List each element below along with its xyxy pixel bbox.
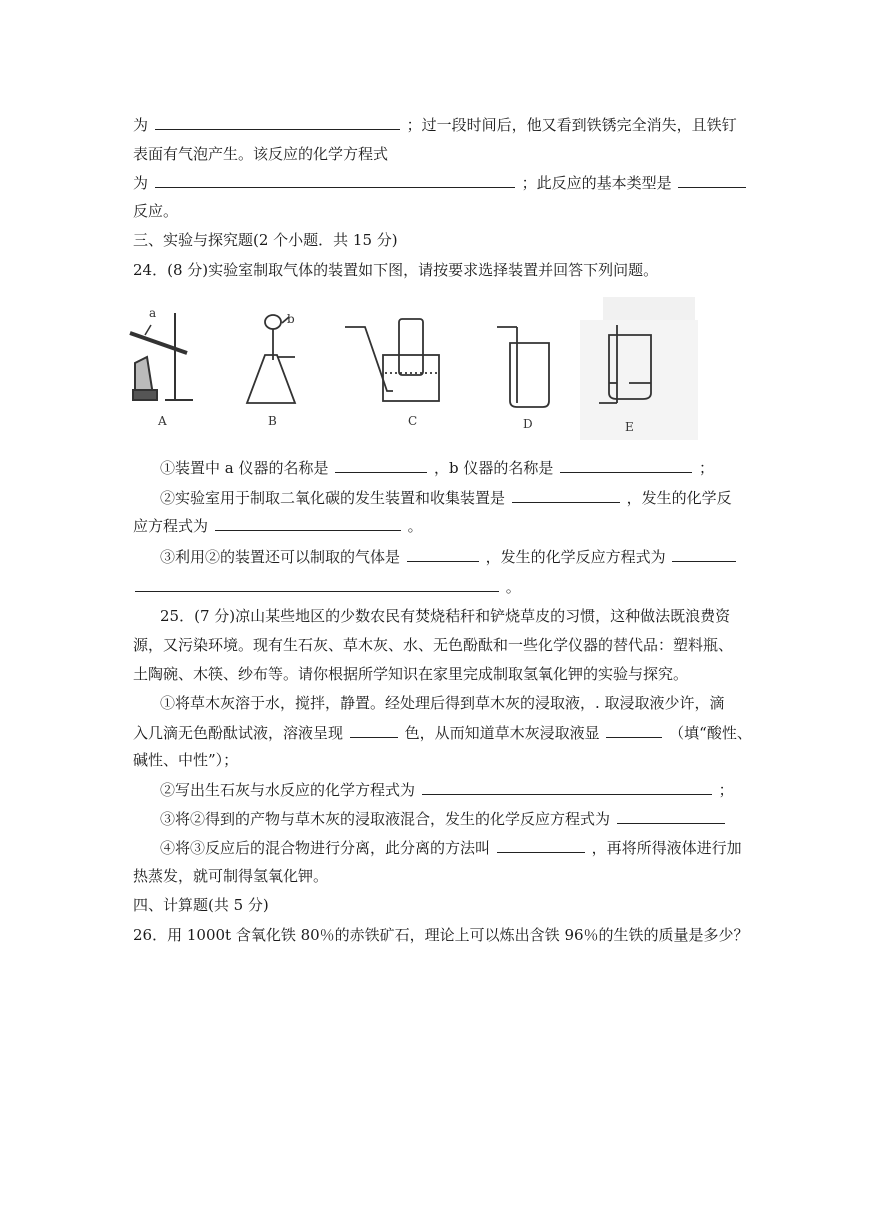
q24-part-2-line-1: ②实验室用于制取二氧化碳的发生装置和收集装置是 ，发生的化学反 (160, 489, 732, 507)
q23-line-3: 为 ；此反应的基本类型是 (133, 172, 748, 193)
apparatus-figure (125, 295, 705, 445)
answer-blank[interactable] (678, 172, 746, 188)
q25-step-4-line-1: ④将③反应后的混合物进行分离，此分离的方法叫 ，再将所得液体进行加 (160, 839, 742, 857)
q25-step-2: ②写出生石灰与水反应的化学方程式为 ； (160, 781, 734, 799)
q25-step-3: ③将②得到的产物与草木灰的浸取液混合，发生的化学反应方程式为 (160, 808, 727, 829)
q23-line-4: 反应。 (133, 202, 179, 220)
q25-stem-2: 源，又污染环境。现有生石灰、草木灰、水、无色酚酞和一些化学仪器的替代品：塑料瓶、 (133, 636, 734, 654)
answer-blank[interactable] (407, 546, 479, 562)
answer-blank[interactable] (672, 546, 736, 562)
section-4-title: 四、计算题(共 5 分) (133, 896, 269, 914)
q24-part-3-line-2: 。 (133, 576, 521, 597)
answer-blank[interactable] (617, 808, 725, 824)
apparatus-b (247, 315, 295, 403)
label-a: A (158, 414, 167, 428)
q23-line-1: 为 ；过一段时间后，他又看到铁锈完全消失，且铁钉 (133, 116, 737, 134)
answer-blank[interactable] (155, 172, 515, 188)
answer-blank[interactable] (350, 722, 398, 738)
part-b-label: b (287, 312, 295, 326)
label-d: D (523, 417, 533, 431)
q26-text: 26．用 1000t 含氧化铁 80％的赤铁矿石，理论上可以炼出含铁 96％的生铁的质量是多少？ (133, 926, 749, 944)
answer-blank[interactable] (512, 487, 620, 503)
q25-step-1-line-1: ①将草木灰溶于水，搅拌，静置。经处理后得到草木灰的浸取液，. 取浸取液少许，滴 (160, 694, 725, 712)
q24-part-3-line-1: ③利用②的装置还可以制取的气体是 ，发生的化学反应方程式为 (160, 546, 738, 567)
part-a-label: a (149, 306, 157, 320)
q25-step-1-line-3: 碱性、中性”）； (133, 751, 239, 769)
answer-blank[interactable] (560, 457, 692, 473)
q24-part-2-line-2: 应方程式为 。 (133, 517, 423, 535)
q23-line-2: 表面有气泡产生。该反应的化学方程式 (133, 145, 389, 163)
q24-part-1: ①装置中 a 仪器的名称是 ，b 仪器的名称是 ； (160, 459, 714, 477)
apparatus-drawing (125, 295, 705, 445)
q25-step-4-line-2: 热蒸发，就可制得氢氧化钾。 (133, 867, 329, 885)
answer-blank[interactable] (155, 114, 400, 130)
answer-blank[interactable] (606, 722, 662, 738)
q25-step-1-line-2: 入几滴无色酚酞试液，溶液呈现 色，从而知道草木灰浸取液显 （填“酸性、 (133, 724, 752, 742)
section-3-title: 三、实验与探究题(2 个小题．共 15 分) (133, 231, 398, 249)
apparatus-a (130, 313, 193, 400)
apparatus-c (345, 319, 439, 401)
answer-blank[interactable] (135, 576, 499, 592)
apparatus-d (497, 327, 549, 407)
label-e: E (625, 420, 634, 434)
q24-stem: 24．(8 分)实验室制取气体的装置如下图，请按要求选择装置并回答下列问题。 (133, 261, 659, 279)
answer-blank[interactable] (497, 837, 585, 853)
label-c: C (408, 414, 418, 428)
answer-blank[interactable] (215, 515, 401, 531)
answer-blank[interactable] (422, 779, 712, 795)
q25-stem-1: 25．(7 分)凉山某些地区的少数农民有焚烧秸秆和铲烧草皮的习惯，这种做法既浪费资 (160, 607, 731, 625)
answer-blank[interactable] (335, 457, 427, 473)
label-b: B (268, 414, 277, 428)
q25-stem-3: 土陶碗、木筷、纱布等。请你根据所学知识在家里完成制取氢氧化钾的实验与探究。 (133, 665, 689, 683)
